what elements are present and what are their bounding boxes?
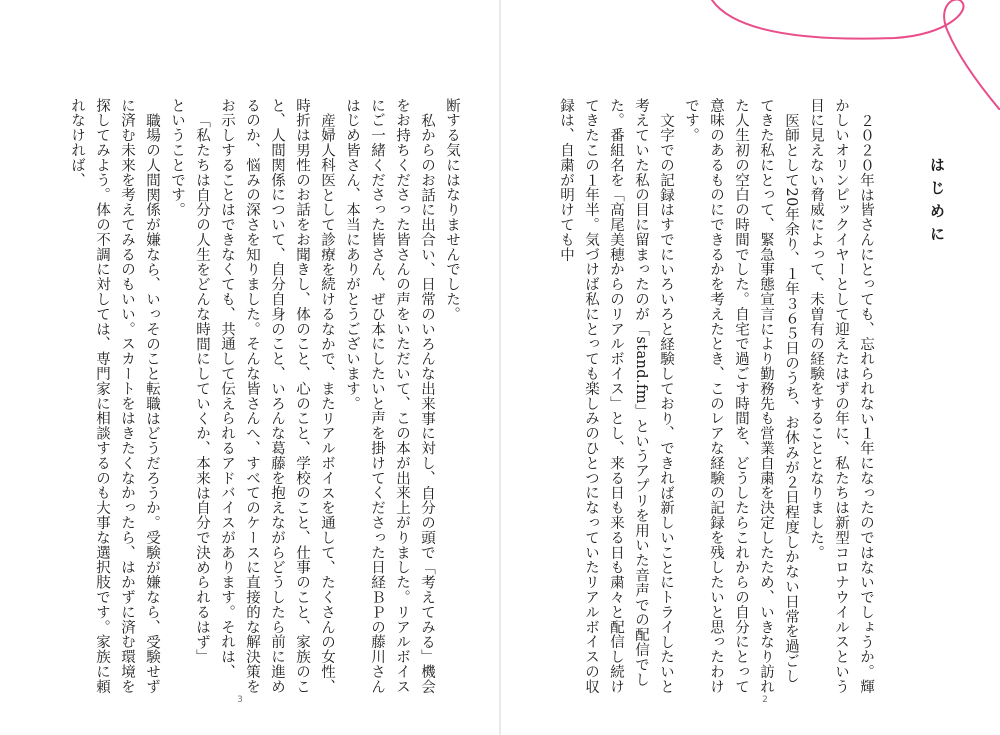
paragraph: 文字での記録はすでにいろいろと経験しており、できれば新しいことにトライしたいと考えていた私の目に留まったのが「stand.fm」というアプリを用いた音声での配信でした。番組名を「高尾美穂からのリアルボイス」とし、来る日も来る日も粛々と配信し続けてきたこの１年半。気づけば私にとっても楽しみのひとつになっていたリアルボイスの収録は、自粛が明けても中 [558,98,674,694]
paragraph: 産婦人科医として診療を続けるなかで、またリアルボイスを通して、たくさんの女性、時折は男性のお話をお聞きし、体のこと、心のこと、学校のこと、仕事のこと、家族のこと、人間関係について、自分自身のこと、いろんな葛藤を抱えながらどうしたら前に進めるのか、悩みの深さを知りました。そんな皆さんへ、すべてのケースに直接的な解決策をお示しすることはできなくても、共通して伝えられるアドバイスがあります。それは、 [219,98,335,694]
paragraph: ということです。 [169,98,185,218]
quote-paragraph: 「私たちは自分の人生をどんな時間にしていくか、本来は自分で決められるはず」 [194,112,210,664]
left-page-body [42,98,464,694]
paragraph: 職場の人間関係が嫌なら、いっそのこと転職はどうだろうか。受験が嫌なら、受験せずに済む未来を考えてみるのもいい。スカートをはきたくなかったら、はかずに済む環境を探してみよう。体の不調に対しては、専門家に相談するのも大事な選択肢です。家族に頼れなければ、 [69,98,160,694]
paragraph: 医師として20年余り、１年３６５日のうち、お休みが２日程度しかない日常を過ごしてきた私にとって、緊急事態宣言により勤務先も営業自粛を決定したため、いきなり訪れた人生初の空白の時間でした。自宅で過ごす時間を、どうしたらこれからの自分にとって意味のあるものにできるかを考えたとき、このレアな経験の記録を残したいと思ったわけです。 [683,98,799,694]
paragraph: 断する気にはなりませんでした。 [444,98,460,322]
page-number: 2 [762,695,768,705]
paragraph: ２０２０年は皆さんにとっても、忘れられない１年になったのではないでしょうか。輝かしいオリンピックイヤーとして迎えたはずの年に、私たちは新型コロナウイルスという目に見えない脅威によって、未曽有の経験をすることとなりました。 [808,98,874,694]
right-page [500,0,1000,735]
page-number: 3 [237,695,243,705]
chapter-heading: はじめに [928,157,946,249]
paragraph: 私からのお話に出合い、日常のいろんな出来事に対し、自分の頭で「考えてみる」機会をお持ちくださった皆さんの声をいただいて、この本が出来上がりました。リアルボイスにご一緒くださった皆さん、ぜひ本にしたいと声を掛けてくださった日経ＢＰの藤川さんはじめ皆さん、本当にありがとうございます。 [344,98,435,694]
right-page-body [556,98,878,694]
